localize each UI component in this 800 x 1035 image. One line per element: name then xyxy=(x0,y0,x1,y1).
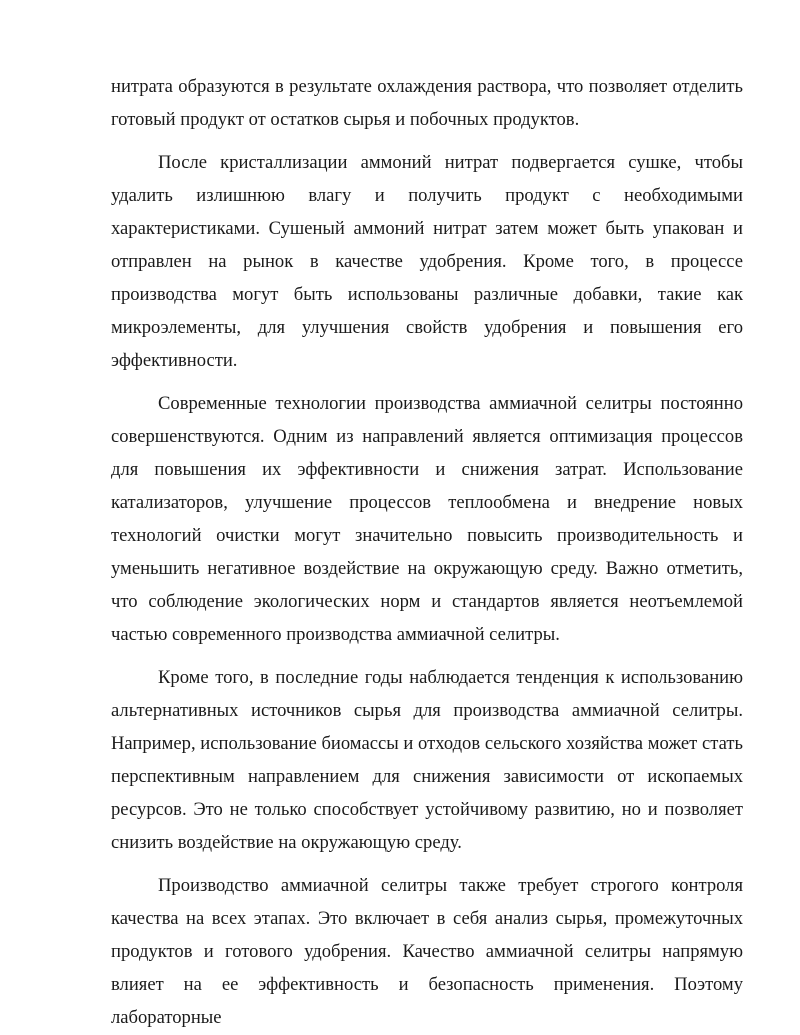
paragraph-quality-control: Производство аммиачной селитры также требует строгого контроля качества на всех этапах. Это включает в себя анализ сырья, промежуточных продуктов и готового удобрения. Качество аммиачной селитры напрямую влияет на ее эффективность и безопасность применения. Поэтому лабораторные xyxy=(111,875,743,1028)
body-text xyxy=(111,70,743,1034)
paragraph-modern-technologies: Современные технологии производства аммиачной селитры постоянно совершенствуются. Одним из направлений является оптимизация процессов для повышения их эффективности и снижения затрат. Использование катализаторов, улучшение процессов теплообмена и внедрение новых технологий очистки могут значительно повысить производительность и уменьшить негативное воздействие на окружающую среду. Важно отметить, что соблюдение экологических норм и стандартов является неотъемлемой частью современного производства аммиачной селитры. xyxy=(111,393,743,645)
paragraph-drying: После кристаллизации аммоний нитрат подвергается сушке, чтобы удалить излишнюю влагу и получить продукт с необходимыми характеристиками. Сушеный аммоний нитрат затем может быть упакован и отправлен на рынок в качестве удобрения. Кроме того, в процессе производства могут быть использованы различные добавки, такие как микроэлементы, для улучшения свойств удобрения и повышения его эффективности. xyxy=(111,152,743,371)
paragraph-continued: нитрата образуются в результате охлаждения раствора, что позволяет отделить готовый продукт от остатков сырья и побочных продуктов. xyxy=(111,76,743,130)
paragraph-alternative-sources: Кроме того, в последние годы наблюдается тенденция к использованию альтернативных источников сырья для производства аммиачной селитры. Например, использование биомассы и отходов сельского хозяйства может стать перспективным направлением для снижения зависимости от ископаемых ресурсов. Это не только способствует устойчивому развитию, но и позволяет снизить воздействие на окружающую среду. xyxy=(111,667,743,853)
